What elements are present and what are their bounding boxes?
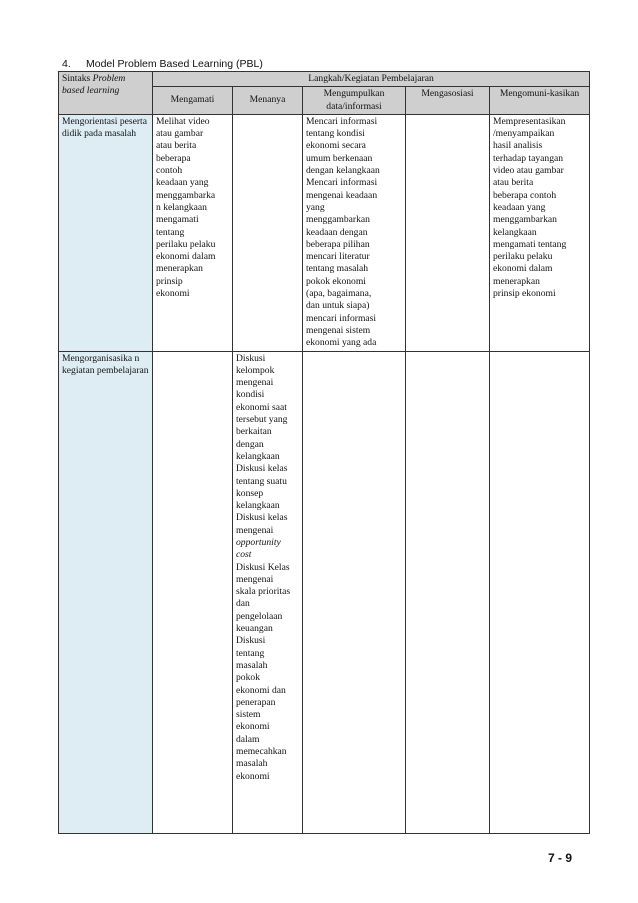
mengasosiasi-cell	[406, 351, 490, 833]
mengamati-cell	[153, 351, 233, 833]
syntax-cell: Mengorientasi peserta didik pada masalah	[59, 114, 153, 351]
menanya-cell	[233, 114, 303, 351]
syntax-header: Sintaks Problem based learning	[59, 72, 153, 115]
mengomunikasikan-cell	[490, 351, 590, 833]
syntax-cell: Mengorganisasika n kegiatan pembelajaran	[59, 351, 153, 833]
section-title: Model Problem Based Learning (PBL)	[86, 58, 263, 70]
table-row	[59, 114, 590, 351]
mengasosiasi-cell	[406, 114, 490, 351]
page-number: 7 - 9	[548, 851, 573, 865]
steps-header: Langkah/Kegiatan Pembelajaran	[153, 72, 590, 87]
column-header-mengasosiasi: Mengasosiasi	[406, 87, 490, 115]
mengomunikasikan-cell: Mempresentasikan /menyampaikan hasil analisis terhadap tayangan video atau gambar atau berita beberapa contoh keadaan yang menggambarkan kelangkaan mengamati tentang perilaku pelaku ekonomi dalam menerapkan prinsip ekonomi	[490, 114, 590, 351]
column-header-mengomunikasikan: Mengomuni-kasikan	[490, 87, 590, 115]
mengumpulkan-cell: Mencari informasi tentang kondisi ekonomi secara umum berkenaan dengan kelangkaan Mencari informasi mengenai keadaan yang menggambarkan keadaan dengan beberapa pilihan mencari literatur tentang masalah pokok ekonomi (apa, bagaimana, dan untuk siapa) mencari informasi mengenai sistem ekonomi yang ada	[303, 114, 406, 351]
column-header-menanya: Menanya	[233, 87, 303, 115]
section-number: 4.	[62, 58, 71, 70]
section-heading	[62, 58, 263, 70]
pbl-table	[58, 71, 590, 834]
mengamati-cell: Melihat video atau gambar atau berita beberapa contoh keadaan yang menggambarka n kelangkaan mengamati tentang perilaku pelaku ekonomi dalam menerapkan prinsip ekonomi	[153, 114, 233, 351]
table-row	[59, 351, 590, 833]
column-header-mengumpulkan: Mengumpulkan data/informasi	[303, 87, 406, 115]
menanya-cell: Diskusi kelompok mengenai kondisi ekonomi saat tersebut yang berkaitan dengan kelangkaan Diskusi kelas tentang suatu konsep kelangkaan Diskusi kelas mengenai opportunity cost Diskusi Kelas mengenai skala prioritas dan pengelolaan keuangan Diskusi tentang masalah pokok ekonomi dan penerapan sistem ekonomi dalam memecahkan masalah ekonomi	[233, 351, 303, 833]
column-header-mengamati: Mengamati	[153, 87, 233, 115]
mengumpulkan-cell	[303, 351, 406, 833]
